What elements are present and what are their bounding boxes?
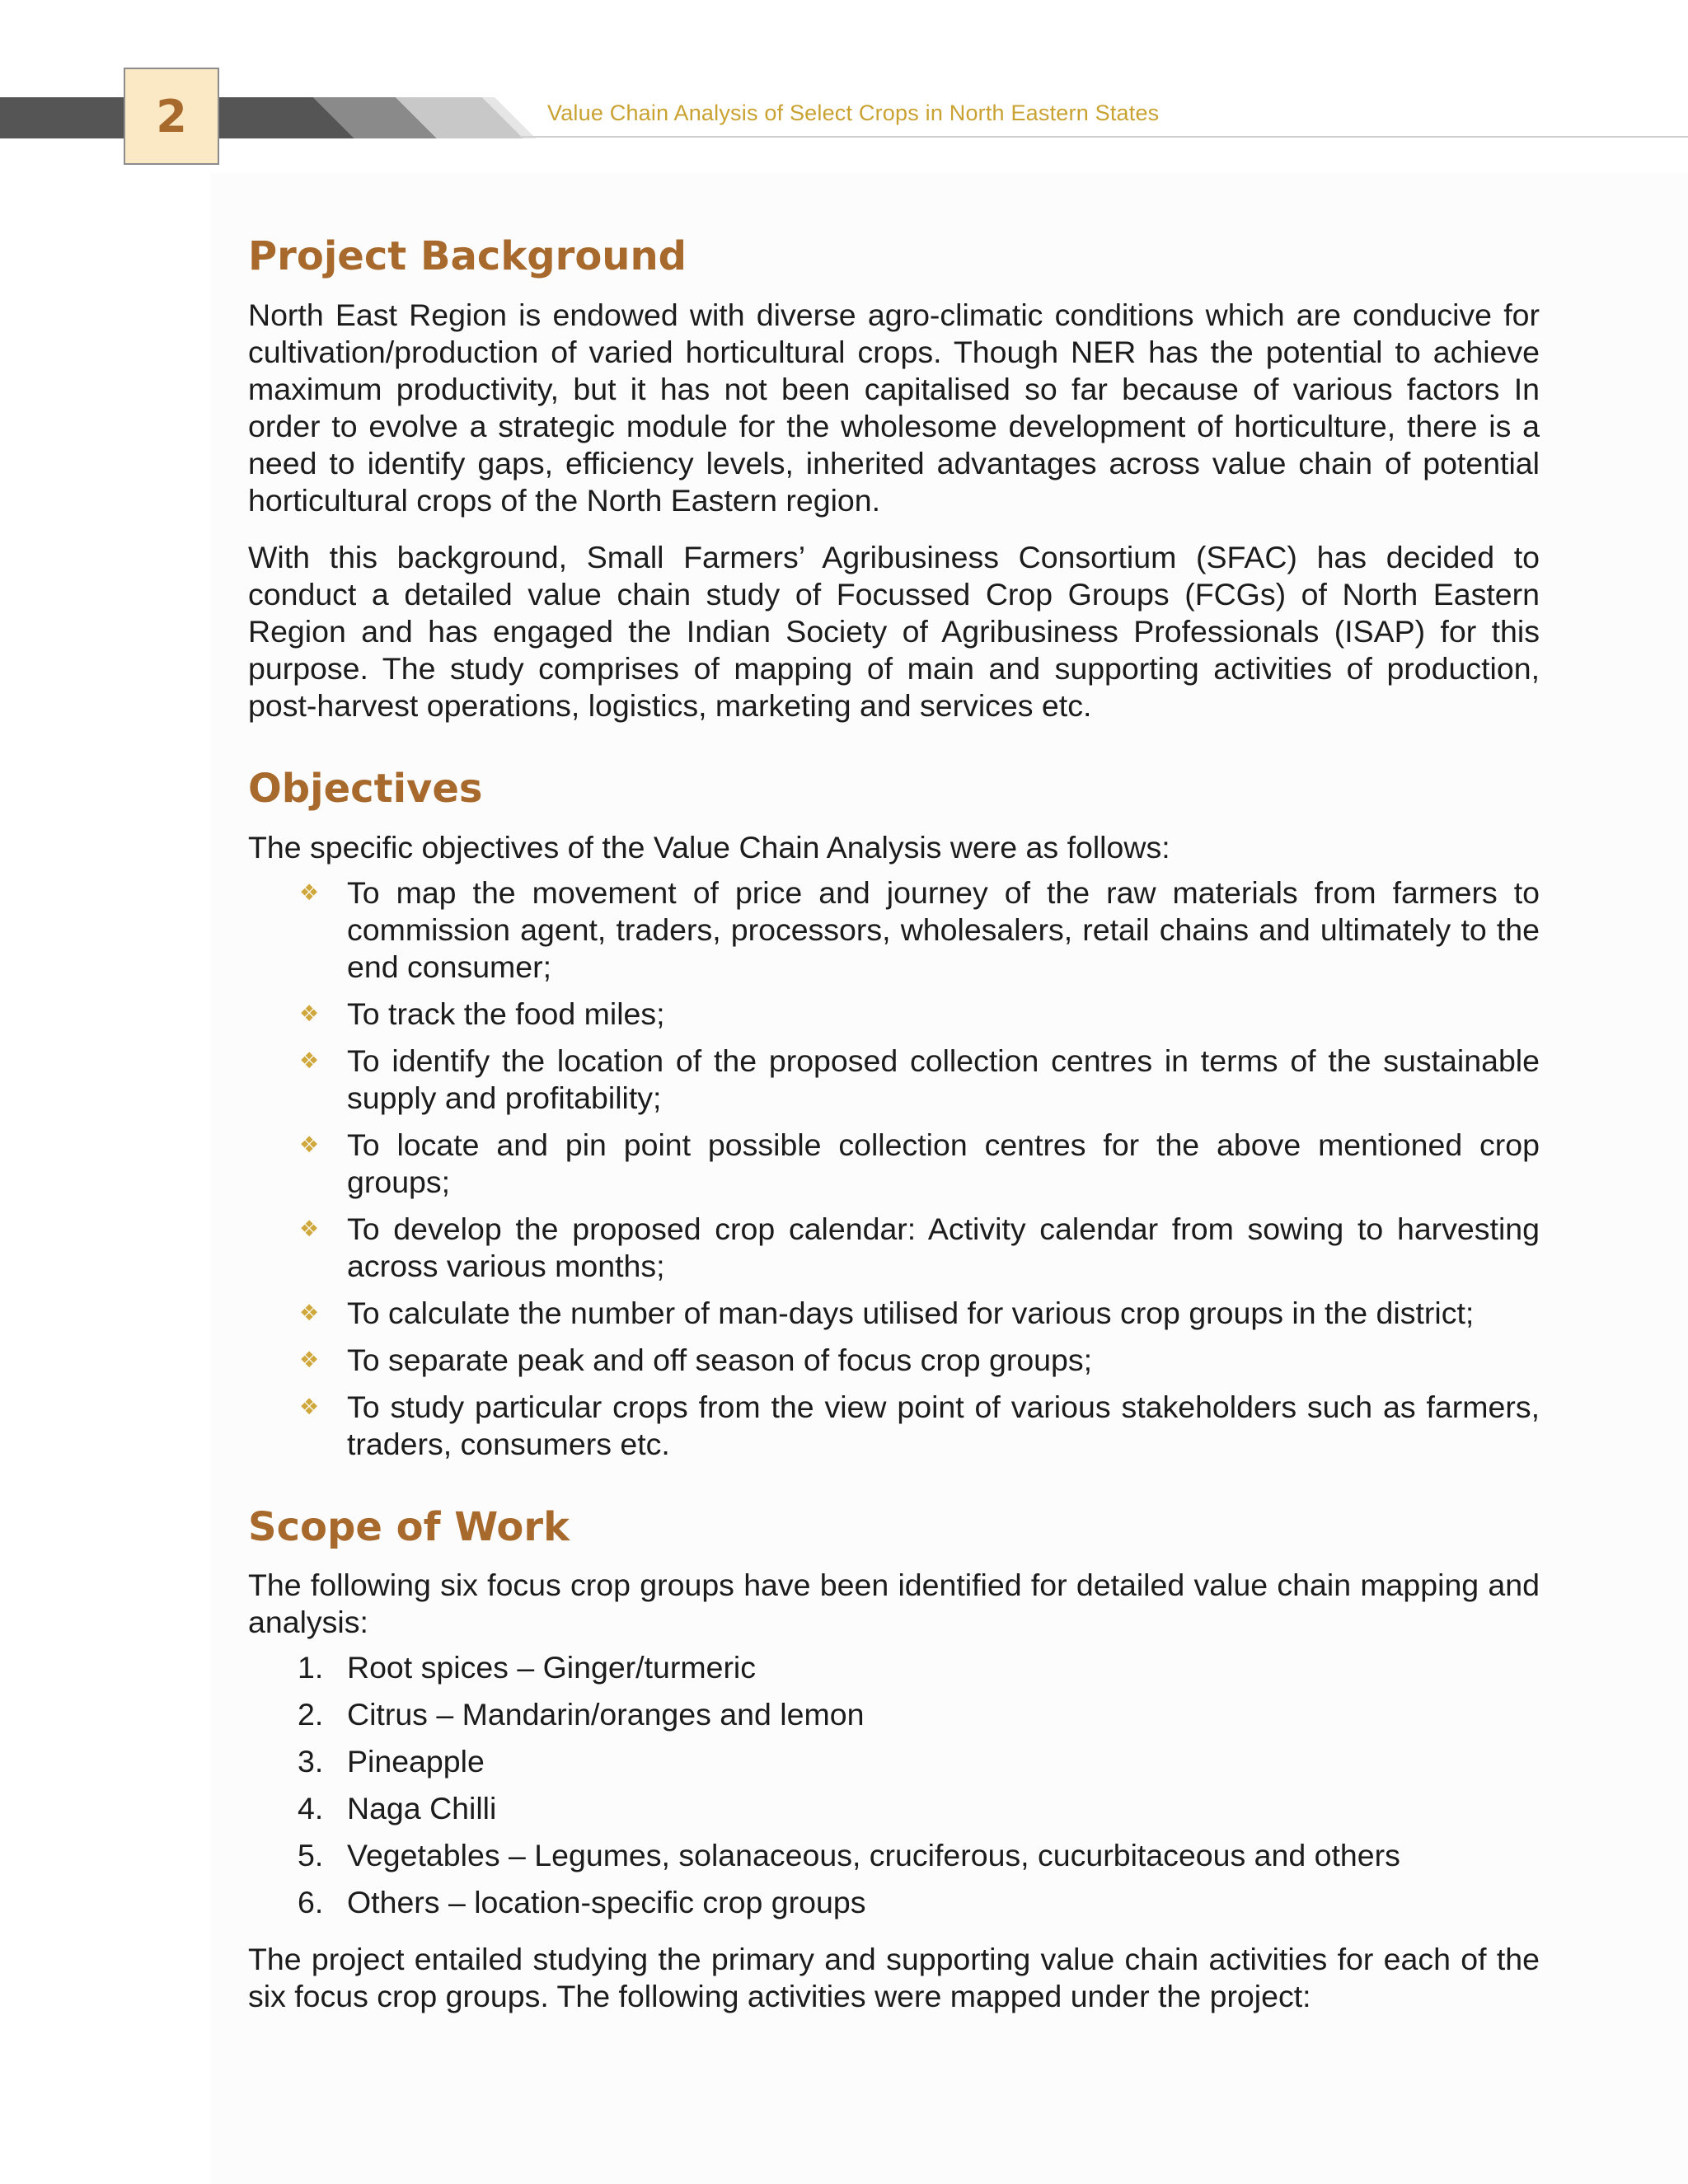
background-paragraph: North East Region is endowed with diverse agro-climatic conditions which are conducive for cultivation/production of varied horticultural crops. Though NER has the potential to achieve maximum productivity, but it has not been capitalised so far because of various factors In order to evolve a strategic module for the wholesome development of horticulture, there is a need to identify gaps, efficiency levels, inherited advantages across value chain of potential horticultural crops of the North Eastern region. bbox=[248, 297, 1540, 518]
diamond-bullet-icon: ❖ bbox=[299, 1047, 320, 1073]
diamond-bullet-icon: ❖ bbox=[299, 1394, 320, 1419]
diamond-bullet-icon: ❖ bbox=[299, 1216, 320, 1241]
list-item: ❖ To map the movement of price and journey of the raw materials from farmers to commission agent, traders, processors, wholesalers, retail chains and ultimately to the end consumer; bbox=[299, 874, 1540, 984]
project-background-heading: Project Background bbox=[248, 233, 687, 279]
list-item: ❖ To calculate the number of man-days utilised for various crop groups in the district; bbox=[299, 1295, 1475, 1330]
list-item: ❖ To develop the proposed crop calendar: Activity calendar from sowing to harvesting across various months; bbox=[299, 1211, 1540, 1283]
list-item: 3. Pineapple bbox=[298, 1744, 485, 1779]
list-item: ❖ To study particular crops from the view point of various stakeholders such as farmers, traders, consumers etc. bbox=[299, 1389, 1540, 1461]
main-content bbox=[248, 235, 1540, 2035]
list-item: ❖ To separate peak and off season of focus crop groups; bbox=[299, 1342, 1093, 1377]
scope-intro: The following six focus crop groups have been identified for detailed value chain mapping and analysis: bbox=[248, 1568, 1540, 1640]
diamond-bullet-icon: ❖ bbox=[299, 1300, 320, 1325]
header-banner-graphic bbox=[0, 0, 1688, 181]
running-title: Value Chain Analysis of Select Crops in North Eastern States bbox=[547, 101, 1160, 125]
list-item: 1. Root spices – Ginger/turmeric bbox=[298, 1650, 757, 1685]
list-item: 4. Naga Chilli bbox=[298, 1791, 497, 1826]
diamond-bullet-icon: ❖ bbox=[299, 1001, 320, 1026]
objectives-section bbox=[248, 767, 1540, 1463]
list-item: 2. Citrus – Mandarin/oranges and lemon bbox=[298, 1697, 865, 1732]
diamond-bullet-icon: ❖ bbox=[299, 1132, 320, 1157]
project-background-section bbox=[248, 235, 1540, 724]
objectives-heading: Objectives bbox=[248, 765, 483, 812]
objectives-list bbox=[248, 874, 1540, 1463]
scope-of-work-section bbox=[248, 1503, 1540, 2016]
scope-of-work-heading: Scope of Work bbox=[248, 1503, 570, 1550]
background-paragraph: With this background, Small Farmers’ Agribusiness Consortium (SFAC) has decided to conduct a detailed value chain study of Focussed Crop Groups (FCGs) of North Eastern Region and has engaged the Indian Society of Agribusiness Professionals (ISAP) for this purpose. The study comprises of mapping of main and supporting activities of production, post-harvest operations, logistics, marketing and services etc. bbox=[248, 539, 1540, 723]
list-item: 6. Others – location-specific crop groups bbox=[298, 1885, 866, 1920]
list-item: 5. Vegetables – Legumes, solanaceous, cruciferous, cucurbitaceous and others bbox=[298, 1838, 1400, 1873]
page-number: 2 bbox=[124, 68, 219, 165]
list-item: ❖ To track the food miles; bbox=[299, 996, 665, 1031]
objectives-intro: The specific objectives of the Value Chain Analysis were as follows: bbox=[248, 829, 1170, 865]
list-item: ❖ To identify the location of the proposed collection centres in terms of the sustainable supply and profitability; bbox=[299, 1043, 1540, 1115]
page-header bbox=[0, 0, 1688, 181]
list-item: ❖ To locate and pin point possible collection centres for the above mentioned crop groups; bbox=[299, 1127, 1540, 1199]
diamond-bullet-icon: ❖ bbox=[299, 1347, 320, 1372]
crop-groups-list bbox=[248, 1649, 1540, 1921]
diamond-bullet-icon: ❖ bbox=[299, 879, 320, 905]
scope-closing-paragraph: The project entailed studying the primary and supporting value chain activities for each of the six focus crop groups. The following activities were mapped under the project: bbox=[248, 1942, 1540, 2014]
